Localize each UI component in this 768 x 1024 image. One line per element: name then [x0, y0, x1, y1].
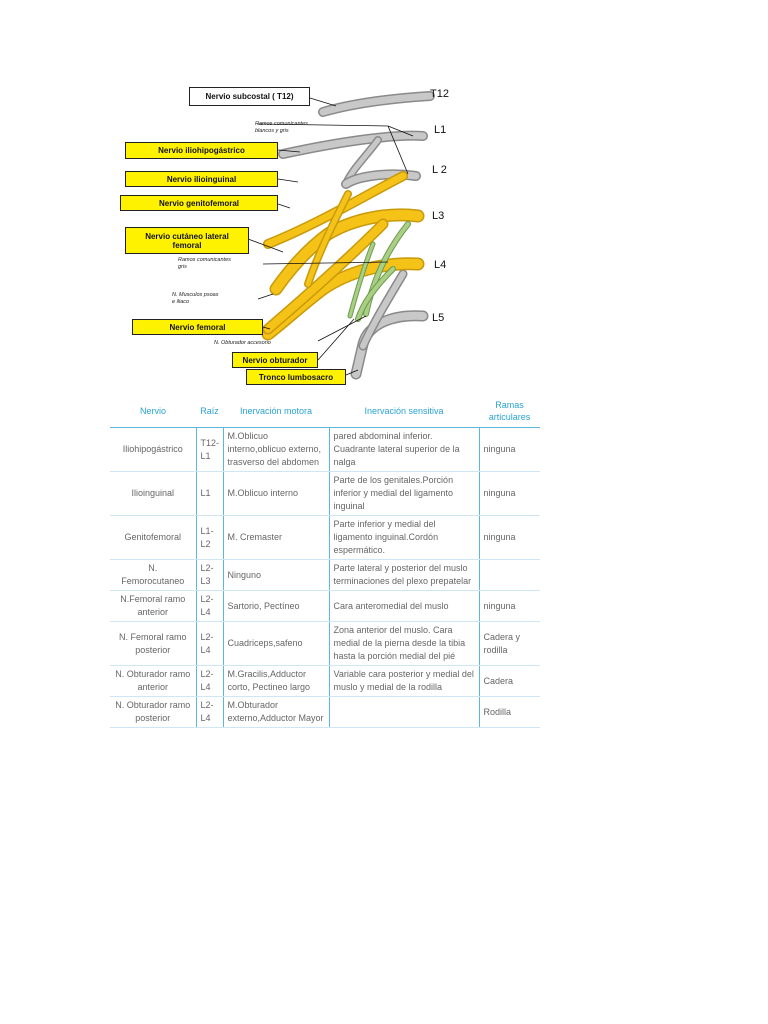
root-label-l2: L 2 — [432, 164, 447, 176]
cell-sensitiva: Parte lateral y posterior del muslo terminaciones del plexo prepatelar — [329, 560, 479, 591]
header-nervio: Nervio — [110, 395, 196, 428]
cell-raiz: L2- L4 — [196, 622, 223, 666]
label-ilioinguinal: Nervio ilioinguinal — [125, 171, 278, 187]
table-row — [110, 697, 540, 728]
cell-motora: M. Cremaster — [223, 516, 329, 560]
label-ramos-blancos-line2: blancos y gris — [255, 128, 289, 134]
cell-motora: M.Oblicuo interno — [223, 472, 329, 516]
table-header-row — [110, 395, 540, 428]
cell-ramas: ninguna — [479, 516, 540, 560]
label-tronco-lumbosacro: Tronco lumbosacro — [246, 369, 346, 385]
lumbar-plexus-figure — [118, 84, 460, 390]
label-genitofemoral: Nervio genitofemoral — [120, 195, 278, 211]
cell-ramas: ninguna — [479, 428, 540, 472]
cell-motora: M.Oblicuo interno,oblicuo externo, trasverso del abdomen — [223, 428, 329, 472]
cell-raiz: L2- L4 — [196, 591, 223, 622]
label-psoas — [172, 292, 218, 306]
header-inervacion-motora: Inervación motora — [223, 395, 329, 428]
cell-motora: Sartorio, Pectíneo — [223, 591, 329, 622]
root-label-t12: T12 — [430, 88, 449, 100]
label-psoas-line1: N. Musculos psoas — [172, 292, 219, 298]
label-ramos-gris-line2: gris — [178, 264, 187, 270]
label-obturador: Nervio obturador — [232, 352, 318, 368]
cell-ramas — [479, 560, 540, 591]
cell-nervio: Genitofemoral — [110, 516, 196, 560]
cell-raiz: L1 — [196, 472, 223, 516]
label-ramos-gris-line1: Ramos comunicantes — [178, 257, 231, 263]
label-obturador-accesorio: N. Obturador accesorio — [214, 340, 271, 346]
label-cutaneo-line1: Nervio cutáneo lateral — [145, 231, 229, 241]
root-label-l5: L5 — [432, 312, 445, 324]
label-ramos-blancos — [255, 121, 308, 135]
cell-motora: Cuadriceps,safeno — [223, 622, 329, 666]
label-psoas-line2: e iliaco — [172, 299, 190, 305]
cell-motora: M.Obturador externo,Adductor Mayor — [223, 697, 329, 728]
cell-sensitiva — [329, 697, 479, 728]
table-row — [110, 428, 540, 472]
cell-ramas: ninguna — [479, 472, 540, 516]
table-row — [110, 622, 540, 666]
label-femoral: Nervio femoral — [132, 319, 263, 335]
table-row — [110, 472, 540, 516]
cell-nervio: N. Obturador ramo posterior — [110, 697, 196, 728]
header-ramas-articulares: Ramas articulares — [479, 395, 540, 428]
cell-ramas: Cadera — [479, 666, 540, 697]
cell-sensitiva: pared abdominal inferior. Cuadrante lateral superior de la nalga — [329, 428, 479, 472]
cell-nervio: N.Femoral ramo anterior — [110, 591, 196, 622]
table-row — [110, 591, 540, 622]
header-raiz: Raíz — [196, 395, 223, 428]
label-ramos-blancos-line1: Ramos comunicantes — [255, 121, 308, 127]
cell-motora: M.Gracilis,Adductor corto, Pectineo largo — [223, 666, 329, 697]
table-row — [110, 560, 540, 591]
cell-motora: Ninguno — [223, 560, 329, 591]
cell-raiz: L2- L4 — [196, 697, 223, 728]
cell-sensitiva: Variable cara posterior y medial del muslo y medial de la rodilla — [329, 666, 479, 697]
cell-nervio: N. Femoral ramo posterior — [110, 622, 196, 666]
table-body — [110, 428, 540, 728]
cell-raiz: L1- L2 — [196, 516, 223, 560]
nerve-table-container — [110, 395, 540, 728]
label-iliohipogastrico: Nervio iliohipogástrico — [125, 142, 278, 159]
label-ramos-gris — [178, 257, 231, 271]
cell-sensitiva: Cara anteromedial del muslo — [329, 591, 479, 622]
cell-nervio: Iliohipogástrico — [110, 428, 196, 472]
table-row — [110, 516, 540, 560]
label-cutaneo-line2: femoral — [172, 240, 202, 250]
cell-ramas: Rodilla — [479, 697, 540, 728]
cell-sensitiva: Parte inferior y medial del ligamento inguinal.Cordón espermático. — [329, 516, 479, 560]
cell-raiz: L2- L3 — [196, 560, 223, 591]
root-label-l1: L1 — [434, 124, 447, 136]
label-cutaneo-lateral — [125, 227, 249, 254]
cell-nervio: N. Femorocutaneo — [110, 560, 196, 591]
cell-ramas: Cadera y rodilla — [479, 622, 540, 666]
root-label-l3: L3 — [432, 210, 445, 222]
cell-sensitiva: Parte de los genitales.Porción inferior y medial del ligamento inguinal — [329, 472, 479, 516]
cell-nervio: N. Obturador ramo anterior — [110, 666, 196, 697]
nerve-table — [110, 395, 540, 728]
header-inervacion-sensitiva: Inervación sensitiva — [329, 395, 479, 428]
table-row — [110, 666, 540, 697]
cell-sensitiva: Zona anterior del muslo. Cara medial de la pierna desde la tibia hasta la porción medial del pié — [329, 622, 479, 666]
cell-raiz: T12- L1 — [196, 428, 223, 472]
cell-raiz: L2- L4 — [196, 666, 223, 697]
cell-nervio: Ilioinguinal — [110, 472, 196, 516]
root-label-l4: L4 — [434, 259, 447, 271]
cell-ramas: ninguna — [479, 591, 540, 622]
label-subcostal: Nervio subcostal ( T12) — [189, 87, 310, 106]
